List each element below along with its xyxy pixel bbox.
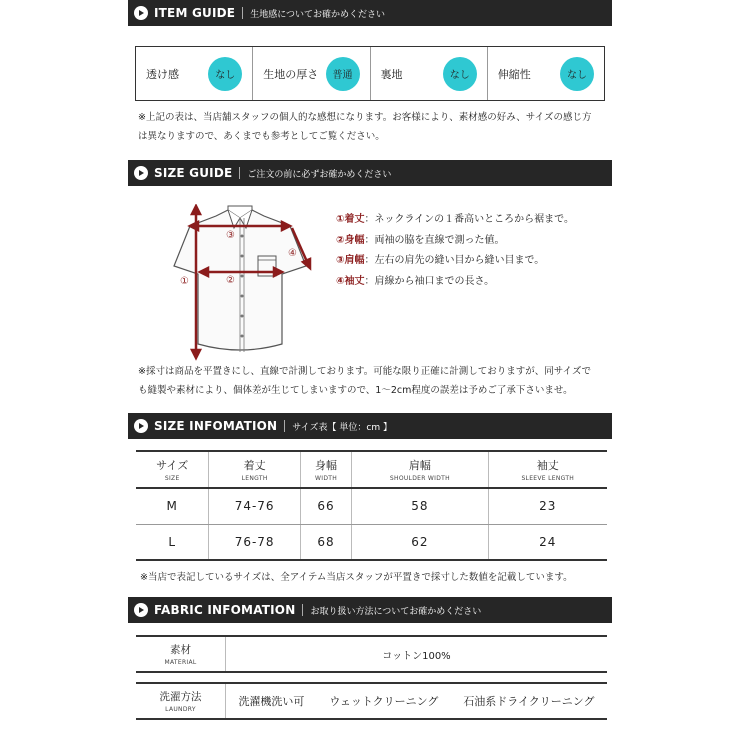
note-line: は異なりますので、あくまでも参考としてご覧ください。 — [138, 131, 385, 142]
play-arrow-icon — [134, 419, 148, 433]
table-header-row — [136, 451, 607, 488]
measurement-legend — [336, 210, 574, 292]
note-line: ※採寸は商品を平置きにし、直線で計測しております。可能な限り正確に計測しておりますが、同サイズで — [138, 366, 591, 377]
guide-label: 裏地 — [380, 67, 403, 81]
marker-4: ④ — [288, 248, 297, 259]
guide-label: 伸縮性 — [497, 67, 531, 81]
divider — [284, 420, 285, 432]
laundry-item: 洗濯機洗い可 — [238, 695, 305, 708]
table-cell: 66 — [300, 488, 351, 524]
item-guide-table — [135, 46, 605, 101]
table-cell: L — [136, 524, 209, 560]
size-guide-note — [138, 362, 608, 400]
table-cell: 58 — [352, 488, 488, 524]
table-row — [136, 488, 607, 524]
table-cell: M — [136, 488, 209, 524]
section-title: SIZE GUIDE — [154, 166, 233, 180]
table-cell: 24 — [488, 524, 607, 560]
section-subtitle: サイズ表【 単位：cm 】 — [292, 422, 392, 433]
legend-item: ④袖丈：肩線から袖口までの長さ。 — [336, 275, 495, 287]
size-table — [136, 450, 607, 561]
section-title: SIZE INFOMATION — [154, 419, 278, 433]
divider — [242, 7, 243, 19]
laundry-label: 洗濯方法 LAUNDRY — [136, 684, 226, 718]
table-cell: 62 — [352, 524, 488, 560]
guide-label: 生地の厚さ — [263, 67, 319, 81]
guide-cell-thickness — [253, 47, 370, 100]
section-title: FABRIC INFOMATION — [154, 603, 296, 617]
guide-badge: なし — [443, 57, 477, 91]
shirt-illustration — [170, 204, 320, 364]
item-guide-note — [138, 108, 608, 146]
section-subtitle: お取り扱い方法についてお確かめください — [310, 606, 482, 617]
table-cell: 74-76 — [209, 488, 300, 524]
laundry-item: ウェットクリーニング — [329, 695, 439, 708]
play-arrow-icon — [134, 166, 148, 180]
note-line: も縫製や素材により、個体差が生じてしまいますので、1〜2cm程度の誤差は予めご了承下さいませ。 — [138, 385, 573, 396]
laundry-item: 石油系ドライクリーニング — [463, 695, 595, 708]
divider — [302, 604, 303, 616]
col-header-width: 身幅 WIDTH — [300, 451, 351, 488]
legend-item: ①着丈：ネックラインの１番高いところから裾まで。 — [336, 214, 574, 225]
col-header-length: 着丈 LENGTH — [209, 451, 300, 488]
marker-3: ③ — [226, 230, 235, 241]
shirt-diagram — [170, 204, 320, 364]
col-header-size: サイズ SIZE — [156, 459, 189, 482]
guide-cell-stretch — [488, 47, 604, 100]
play-arrow-icon — [134, 603, 148, 617]
guide-badge: なし — [560, 57, 594, 91]
guide-cell-transparency — [136, 47, 253, 100]
laundry-row — [136, 682, 607, 720]
laundry-values — [226, 684, 607, 718]
legend-item: ②身幅：両袖の脇を直線で測った値。 — [336, 234, 505, 246]
guide-label: 透け感 — [146, 67, 179, 81]
marker-1: ① — [180, 276, 189, 287]
material-row — [136, 635, 607, 673]
item-guide-header — [128, 0, 612, 26]
col-header-shoulder: 肩幅 SHOULDER WIDTH — [352, 451, 488, 488]
table-cell: 76-78 — [209, 524, 300, 560]
table-row — [136, 524, 607, 560]
play-arrow-icon — [134, 6, 148, 20]
material-value: コットン100% — [382, 650, 451, 662]
col-header-sleeve: 袖丈 SLEEVE LENGTH — [488, 451, 607, 488]
section-subtitle: ご注文の前に必ずお確かめください — [247, 169, 392, 180]
fabric-info-header — [128, 597, 612, 623]
size-info-header — [128, 413, 612, 439]
table-cell: 68 — [300, 524, 351, 560]
section-title: ITEM GUIDE — [154, 6, 236, 20]
material-label: 素材 MATERIAL — [136, 637, 226, 671]
marker-2: ② — [226, 275, 235, 286]
note-line: ※上記の表は、当店舗スタッフの個人的な感想になります。お客様により、素材感の好み、サイズの感じ方 — [138, 112, 592, 123]
guide-badge: なし — [208, 57, 242, 91]
divider — [239, 167, 240, 179]
table-cell: 23 — [488, 488, 607, 524]
size-info-note: ※当店で表記しているサイズは、全アイテム当店スタッフが平置きで採寸した数値を記載しています。 — [140, 572, 573, 583]
size-guide-header — [128, 160, 612, 186]
section-subtitle: 生地感についてお確かめください — [250, 9, 386, 20]
guide-cell-lining — [371, 47, 488, 100]
guide-badge: 普通 — [326, 57, 360, 91]
legend-item: ③肩幅：左右の肩先の縫い目から縫い目まで。 — [336, 255, 545, 266]
